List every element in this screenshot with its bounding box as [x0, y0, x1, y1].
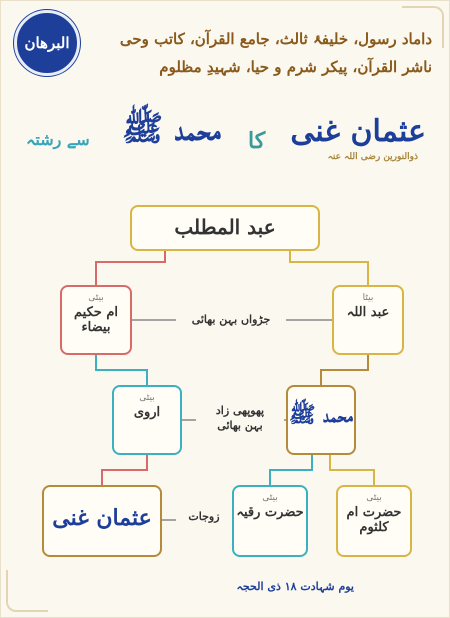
relation-twins: جڑواں بہن بھائی — [191, 313, 271, 326]
relation-cousins-line2: بہن بھائی — [217, 419, 263, 432]
node-abdullah — [332, 285, 404, 355]
title-rishta: سے رشتہ — [26, 130, 90, 149]
node-caption: بیٹی — [88, 293, 104, 303]
node-name: ام حکیم بیضاء — [74, 305, 118, 335]
node-name: عبد اللہ — [346, 305, 390, 320]
title-usman: عثمان غنی — [290, 114, 426, 149]
martyrdom-date: یوم شہادت ۱۸ ذی الحجہ — [236, 580, 354, 593]
title-muhammad: محمد ﷺ — [122, 109, 221, 149]
node-muhammad — [286, 385, 356, 455]
relation-wives: زوجات — [188, 510, 220, 523]
node-caption: بیٹی — [262, 493, 278, 503]
node-caption: بیٹی — [366, 493, 382, 503]
header-line-2: ناشر القرآن، پیکر شرم و حیا، شہیدِ مظلوم — [159, 58, 432, 76]
node-name: حضرت ام کلثوم — [346, 505, 402, 535]
title-usman-epithet: ذوالنورین رضی اللہ عنہ — [327, 152, 418, 162]
node-name: محمد ﷺ — [289, 402, 353, 428]
node-abdul-muttalib — [130, 205, 320, 251]
connector-root-to-abdullah — [290, 251, 368, 285]
node-umm-hakim — [60, 285, 132, 355]
connector-arwa-to-usman — [102, 455, 147, 485]
connector-muhammad-to-ruqayya — [270, 455, 312, 485]
relation-cousins — [196, 403, 284, 433]
node-arwa — [112, 385, 182, 455]
logo-text: البرهان — [24, 33, 70, 52]
connector-abdullah-to-muhammad — [321, 355, 368, 385]
node-name: عبد المطلب — [174, 215, 276, 239]
node-name: اروی — [133, 405, 161, 420]
node-usman — [42, 485, 162, 557]
title-ka: کا — [248, 128, 266, 154]
node-umm-kulthum — [336, 485, 412, 557]
node-name: عثمان غنی — [52, 505, 152, 531]
header-line-1: داماد رسول، خلیفۂ ثالث، جامع القرآن، کاتب وحی — [119, 30, 432, 48]
node-caption: بیٹا — [362, 293, 374, 303]
connector-muhammad-to-umm-kulthum — [330, 455, 374, 485]
node-caption: بیٹی — [139, 393, 155, 403]
connector-umm-hakim-to-arwa — [96, 355, 147, 385]
node-name: حضرت رقیہ — [236, 505, 304, 520]
relation-cousins-line1: پھوپھی زاد — [215, 404, 265, 417]
node-ruqayya — [232, 485, 308, 557]
connector-root-to-umm-hakim — [96, 251, 165, 285]
